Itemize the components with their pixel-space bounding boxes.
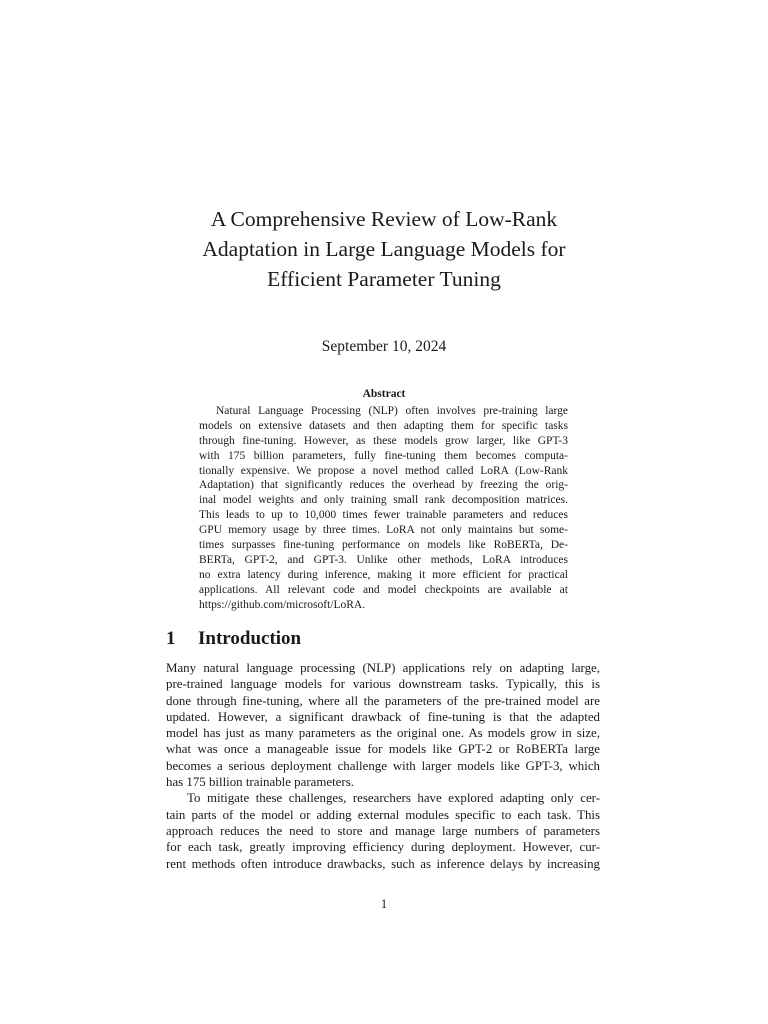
body-line: Many natural language processing (NLP) applications rely on adapting large, xyxy=(166,661,600,675)
body-line: updated. However, a significant drawback of fine-tuning is that the adapted xyxy=(166,709,600,724)
title-line: Adaptation in Large Language Models for xyxy=(202,237,566,261)
abstract-line: https://github.com/microsoft/LoRA. xyxy=(199,598,366,611)
body-line: what was once a manageable issue for models like GPT-2 or RoBERTa large xyxy=(166,742,600,757)
abstract-line: through fine-tuning. However, as these models grow larger, like GPT-3 xyxy=(199,434,568,447)
abstract-line: models on extensive datasets and then adapting them for specific tasks xyxy=(199,419,568,432)
abstract-line: no extra latency during inference, making it more efficient for practical xyxy=(199,568,568,581)
paper-date: September 10, 2024 xyxy=(321,338,447,355)
title-line: Efficient Parameter Tuning xyxy=(267,267,501,291)
abstract-line: applications. All relevant code and model checkpoints are available at xyxy=(199,583,568,596)
paper-title xyxy=(184,204,584,294)
abstract-line: Adaptation) that significantly reduces the overhead by freezing the orig- xyxy=(199,479,568,492)
abstract-line: This leads to up to 10,000 times fewer trainable parameters and reduces xyxy=(199,509,568,522)
abstract-line: GPU memory usage by three times. LoRA not only maintains but some- xyxy=(199,524,568,537)
body-line: model has just as many parameters as the original one. As models grow in size, xyxy=(166,726,600,741)
body-line: becomes a serious deployment challenge with larger models like GPT-3, which xyxy=(166,758,600,773)
abstract-body xyxy=(199,404,568,612)
abstract-line: Natural Language Processing (NLP) often involves pre-training large xyxy=(216,405,568,417)
abstract-line: with 175 billion parameters, fully fine-tuning them becomes computa- xyxy=(199,449,568,462)
body-line: pre-trained language models for various downstream tasks. Typically, this is xyxy=(166,677,600,692)
body-line: done through fine-tuning, where all the parameters of the pre-trained model are xyxy=(166,693,600,708)
body-line: has 175 billion trainable parameters. xyxy=(166,775,354,790)
abstract-heading: Abstract xyxy=(362,388,406,400)
abstract-line: BERTa, GPT-2, and GPT-3. Unlike other methods, LoRA introduces xyxy=(199,553,568,566)
section-title: Introduction xyxy=(198,628,302,649)
page-number: 1 xyxy=(380,897,388,911)
body-line: tain parts of the model or adding external modules specific to each task. This xyxy=(166,807,600,822)
body-line: for each task, greatly improving efficiency during deployment. However, cur- xyxy=(166,840,600,855)
section-heading xyxy=(166,627,301,651)
abstract-line: times surpasses fine-tuning performance on models like RoBERTa, De- xyxy=(199,539,568,552)
abstract-line: tionally expensive. We propose a novel method called LoRA (Low-Rank xyxy=(199,464,568,477)
body-line: To mitigate these challenges, researchers have explored adapting only cer- xyxy=(187,791,600,806)
body-line: approach reduces the need to store and manage large numbers of parameters xyxy=(166,823,600,838)
abstract-line: inal model weights and only training small rank decomposition matrices. xyxy=(199,494,568,507)
body-line: rent methods often introduce drawbacks, such as inference delays by increasing xyxy=(166,856,600,871)
title-line: A Comprehensive Review of Low-Rank xyxy=(210,207,558,231)
section-number: 1 xyxy=(166,628,176,649)
section-body xyxy=(166,660,600,872)
